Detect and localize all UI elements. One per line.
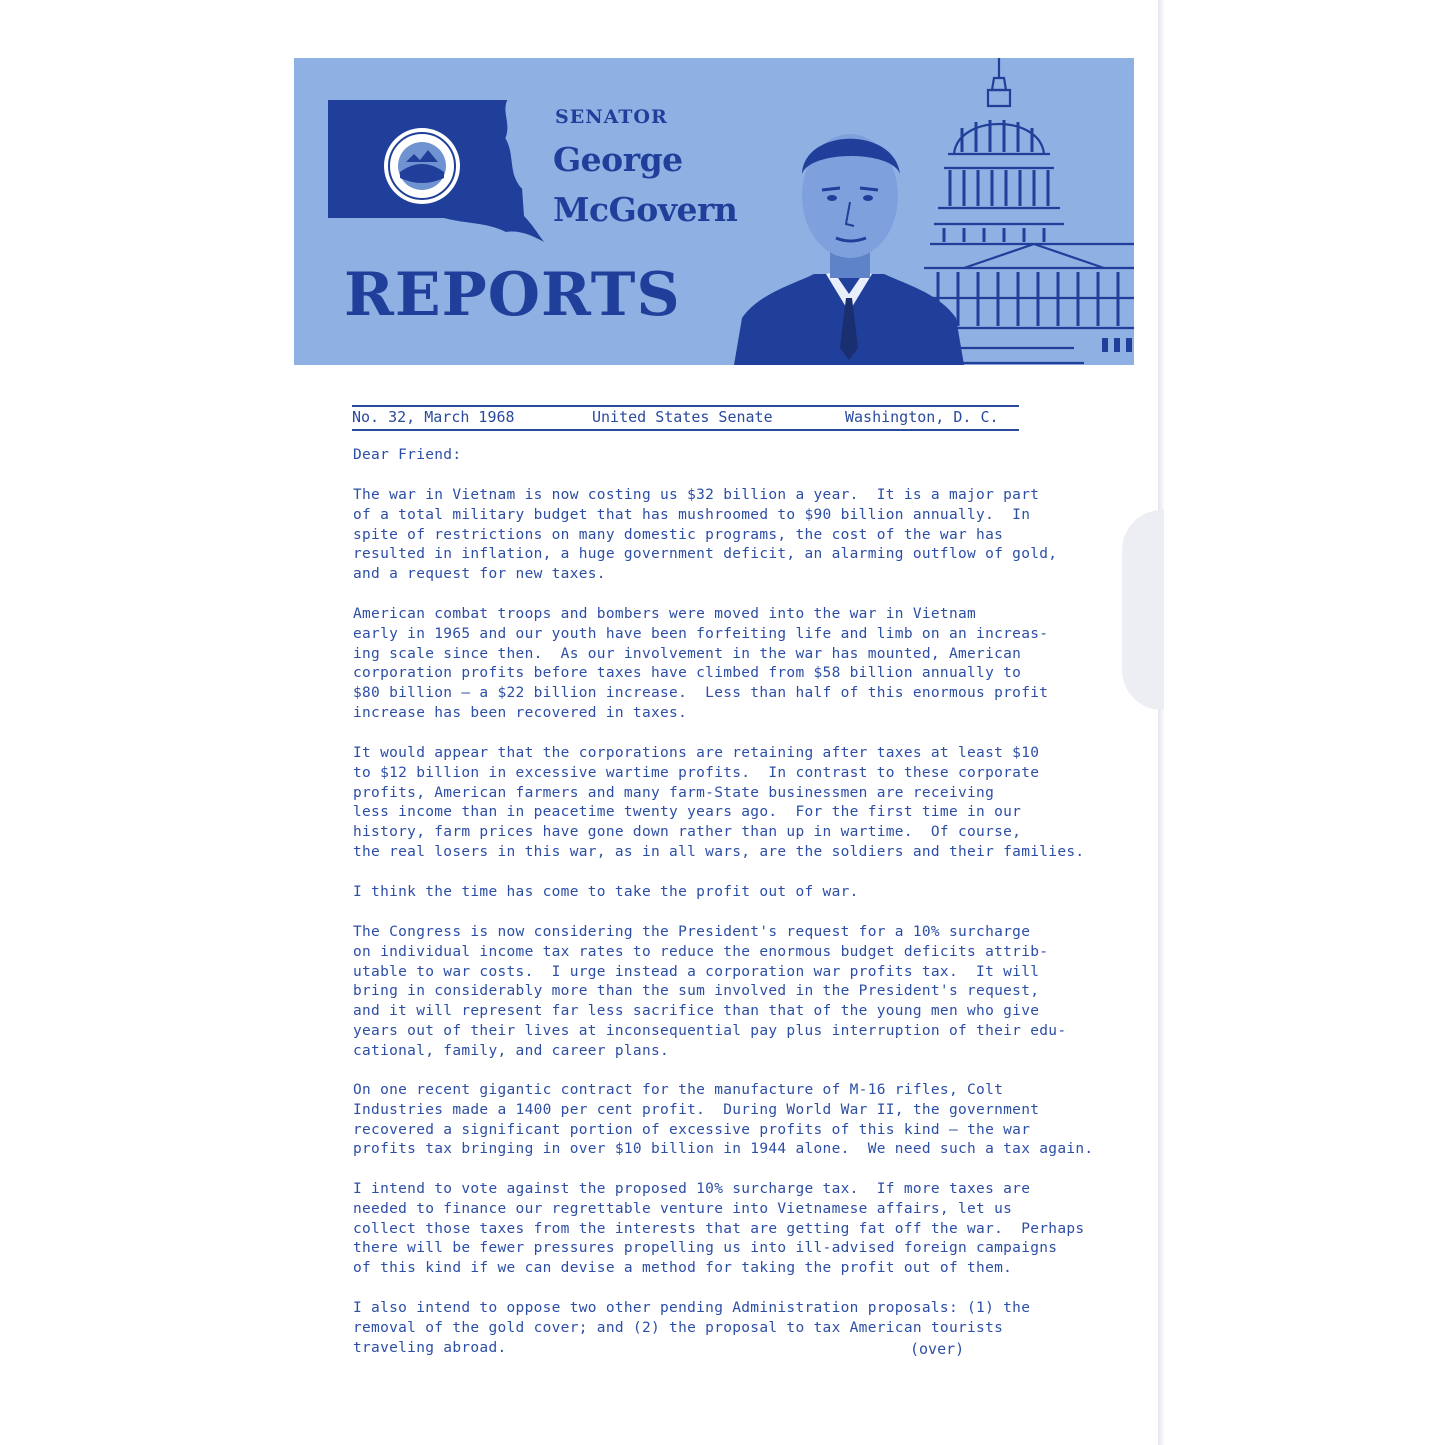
salutation: Dear Friend: (353, 447, 462, 463)
letter-paragraph-8: I also intend to oppose two other pending Administration proposals: (1) the removal of the gold cover; and (2) the proposal to tax American tourists traveling abroad. (353, 1300, 1031, 1356)
page-edge (1158, 0, 1164, 1445)
south-dakota-map-icon (326, 98, 546, 248)
letter-paragraph-7: I intend to vote against the proposed 10% surcharge tax. If more taxes are needed to finance our regrettable venture into Vietnamese affairs, let us collect those taxes from the interests that are getting fat off the war. Perhaps there will be fewer pressures propelling us into ill-advised foreign campaigns of this kind if we can devise a method for taking the profit out of them. (353, 1181, 1085, 1277)
senator-last-name: McGovern (553, 190, 738, 229)
envelope-tab-cutout (1122, 510, 1164, 710)
masthead-banner (294, 58, 1134, 365)
senator-first-name: George (553, 140, 683, 179)
reports-title: REPORTS (344, 260, 681, 330)
letter-paragraph-3: It would appear that the corporations are retaining after taxes at least $10 to $12 billion in excessive wartime profits. In contrast to these corporate profits, American farmers and many farm-State businessmen are receiving less income than in peacetime twenty years ago. For the first time in our history, farm prices have gone down rather than up in wartime. Of course, the real losers in this war, as in all wars, are the soldiers and their families. (353, 745, 1085, 860)
letter-paragraph-5: The Congress is now considering the President's request for a 10% surcharge on individual income tax rates to reduce the enormous budget deficits attrib- utable to war costs. I urge instead a corporation war profits tax. It will bring in considerably more than the sum involved in the President's request, and it will represent far less sacrifice than that of the young men who give years out of their lives at inconsequential pay plus interruption of their edu- cational, family, and career plans. (353, 924, 1067, 1059)
state-seal-icon (384, 128, 460, 204)
capitol-dome-icon (924, 58, 1134, 365)
institution: United States Senate (592, 408, 773, 426)
letter-paragraph-6: On one recent gigantic contract for the manufacture of M-16 rifles, Colt Industries made a 1400 per cent profit. During World War II, the government recovered a significant portion of excessive profits of this kind — the war profits tax bringing in over $10 billion in 1944 alone. We need such a tax again. (353, 1082, 1094, 1158)
issue-number: No. 32, March 1968 (352, 408, 515, 426)
letter-paragraph-1: The war in Vietnam is now costing us $32 billion a year. It is a major part of a total military budget that has mushroomed to $90 billion annually. In spite of restrictions on many domestic programs, the cost of the war has resulted in inflation, a huge government deficit, an alarming outflow of gold, and a request for new taxes. (353, 487, 1058, 583)
letter-paragraph-4: I think the time has come to take the profit out of war. (353, 884, 859, 900)
letter-paragraph-2: American combat troops and bombers were moved into the war in Vietnam early in 1965 and our youth have been forfeiting life and limb on an increas- ing scale since then. As our involvement in the war has mounted, American corporation profits before taxes have climbed from $58 billion annually to $80 billion — a $22 billion increase. Less than half of this enormous profit increase has been recovered in taxes. (353, 606, 1049, 721)
dateline-bar (352, 405, 1019, 431)
over-marker: (over) (910, 1340, 965, 1358)
location: Washington, D. C. (845, 408, 999, 426)
senator-label: SENATOR (555, 106, 668, 128)
